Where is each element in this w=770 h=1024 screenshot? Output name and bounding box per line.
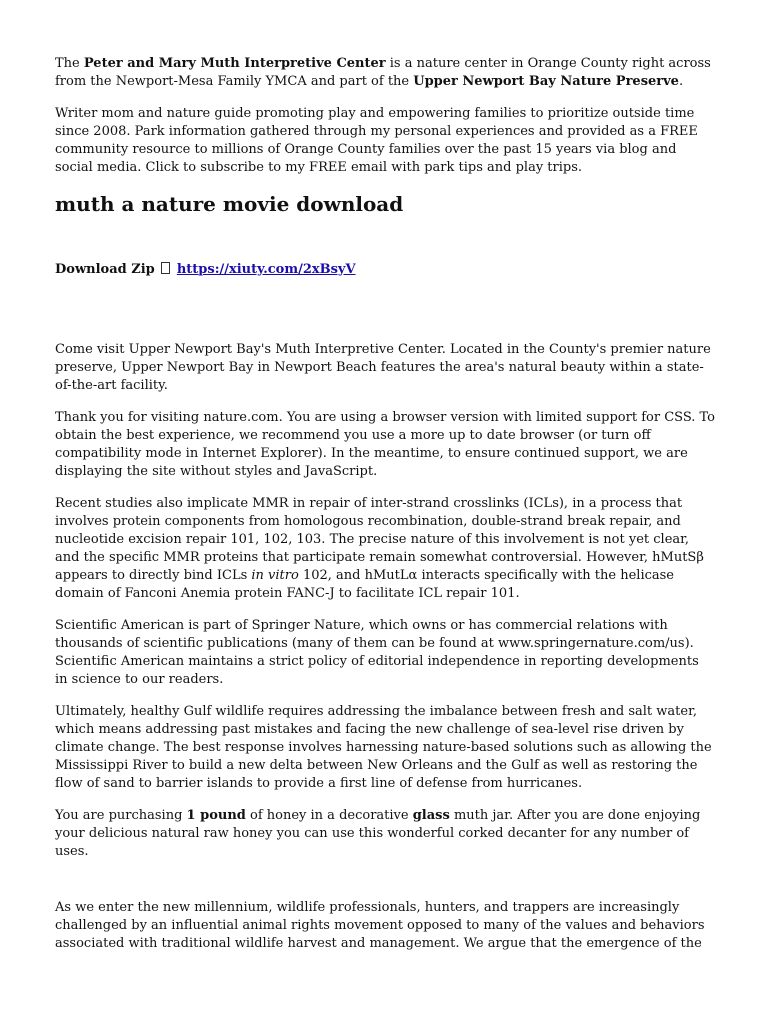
article xyxy=(55,55,715,967)
text-span: muth jar. After you are done enjoying your delicious natural raw honey you can use this wonderful corked decanter for any number of uses. xyxy=(55,808,701,859)
paragraph-7: As we enter the new millennium, wildlife professionals, hunters, and trappers are increasingly challenged by an influential animal rights movement opposed to many of the values and behaviors associated with traditional wildlife harvest and management. We argue that the emergence of the xyxy=(55,900,705,951)
page-heading: muth a nature movie download xyxy=(55,192,404,216)
download-line xyxy=(55,261,715,279)
intro-paragraph-2: Writer mom and nature guide promoting play and empowering families to prioritize outside time since 2008. Park information gathered through my personal experiences and provided as a FREE community resource to millions of Orange County families over the past 15 years via blog and social media. Click to subscribe to my FREE email with park tips and play trips. xyxy=(55,106,698,175)
paragraph-2: Thank you for visiting nature.com. You are using a browser version with limited support for CSS. To obtain the best experience, we recommend you use a more up to date browser (or turn off compatibility mode in Internet Explorer). In the meantime, to ensure continued support, we are displaying the site without styles and JavaScript. xyxy=(55,410,716,479)
paragraph-3 xyxy=(55,495,715,603)
italic-text: in vitro xyxy=(251,568,299,583)
text-span: is a nature center in Orange County right across from the Newport-Mesa Family YMCA and part of the xyxy=(55,56,711,89)
text-span: You are purchasing xyxy=(55,808,187,823)
text-span: 102, and hMutLα interacts specifically with the helicase domain of Fanconi Anemia protein FANC-J to facilitate ICL repair 101. xyxy=(55,568,674,601)
bold-text: 1 pound xyxy=(186,808,246,823)
paragraph-6 xyxy=(55,807,715,861)
text-span: . xyxy=(678,74,684,89)
bold-text: Upper Newport Bay Nature Preserve xyxy=(413,74,679,89)
download-link[interactable]: https://xiuty.com/2xBsyV xyxy=(176,262,356,277)
bold-text: Peter and Mary Muth Interpretive Center xyxy=(83,56,386,71)
text-span: The xyxy=(55,56,84,71)
download-label: Download Zip xyxy=(55,262,155,277)
paragraph-5: Ultimately, healthy Gulf wildlife requires addressing the imbalance between fresh and salt water, which means addressing past mistakes and facing the new challenge of sea-level rise driven by climate change. The best response involves harnessing nature-based solutions such as allowing the Mississippi River to build a new delta between New Orleans and the Gulf as well as restoring the flow of sand to barrier islands to provide a first line of defense from hurricanes. xyxy=(55,704,712,791)
text-span: Recent studies also implicate MMR in repair of inter-strand crosslinks (ICLs), in a process that involves protein components from homologous recombination, double-strand break repair, and nucleotide excision repair 101, 102, 103. The precise nature of this involvement is not yet clear, and the specific MMR proteins that participate remain somewhat controversial. However, hMutSβ appears to directly bind ICLs xyxy=(55,496,704,583)
missing-glyph-icon xyxy=(161,262,170,274)
bold-text: glass xyxy=(412,808,450,823)
intro-paragraph-1 xyxy=(55,55,715,91)
paragraph-1: Come visit Upper Newport Bay's Muth Interpretive Center. Located in the County's premier nature preserve, Upper Newport Bay in Newport Beach features the area's natural beauty within a state-of-the-art facility. xyxy=(55,342,711,393)
text-span: of honey in a decorative xyxy=(245,808,413,823)
paragraph-4: Scientific American is part of Springer Nature, which owns or has commercial relations with thousands of scientific publications (many of them can be found at www.springernature.com/us). Scientific American maintains a strict policy of editorial independence in reporting developments in science to our readers. xyxy=(55,618,699,687)
